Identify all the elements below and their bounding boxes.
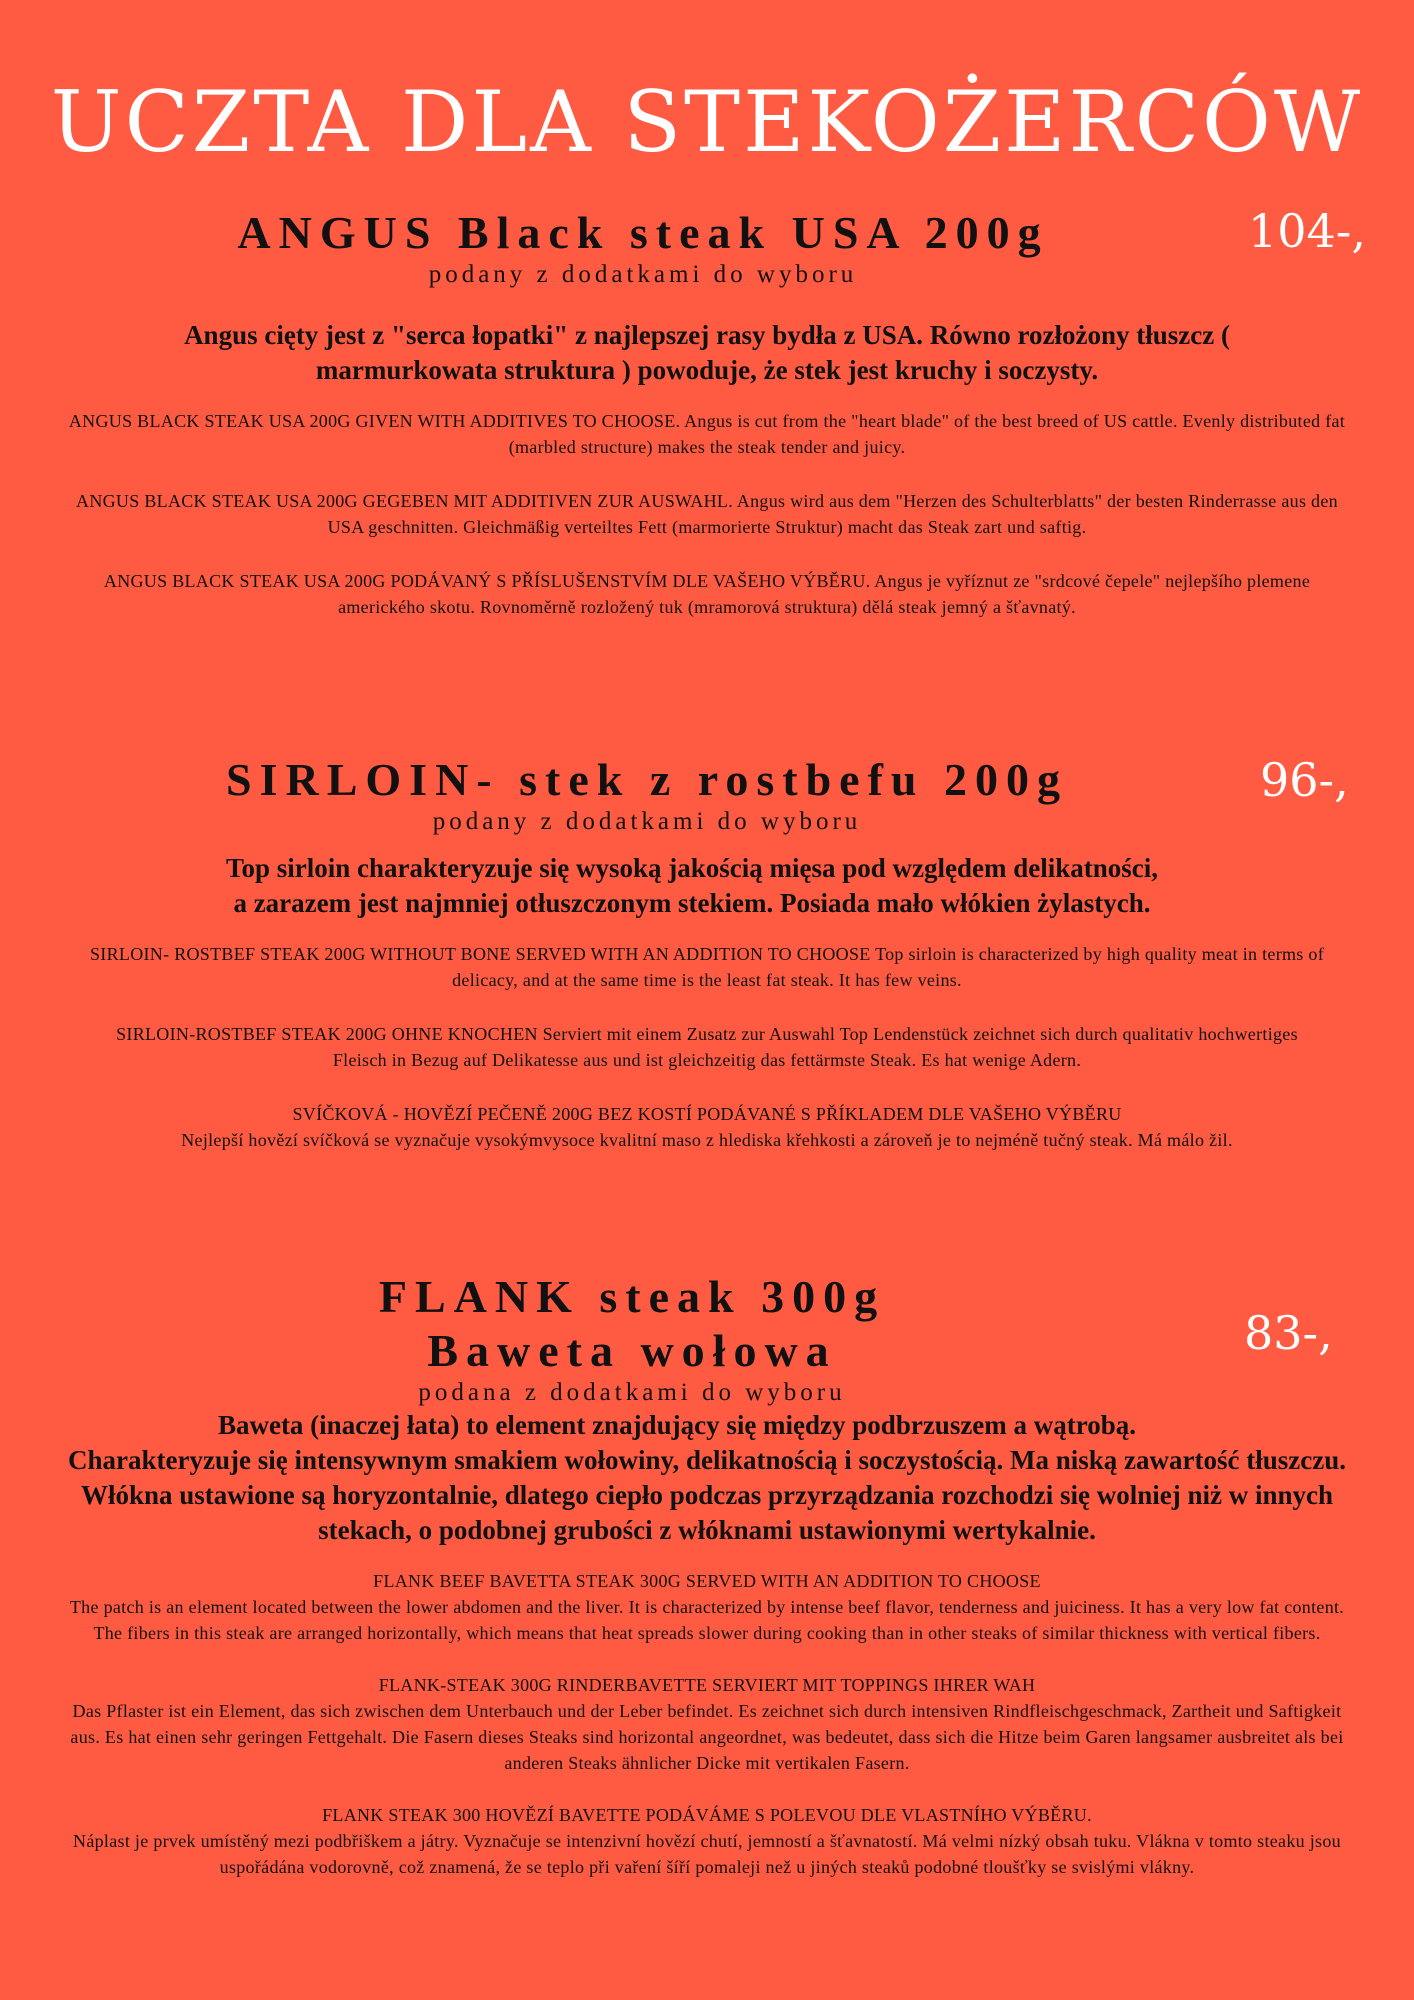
dish-description-pl-line2: Charakteryzuje się intensywnym smakiem wołowiny, delikatnością i soczystością. Ma niską zawartość tłuszczu. Włókna ustawione są horyzontalnie, dlatego ciepło podczas przyrządzania rozchodzi się wolniej niż w innych stekach, o podobnej grubości z włóknami ustawionymi wertykalnie. xyxy=(68,1445,1346,1545)
page-title: UCZTA DLA STEKOŻERCÓW xyxy=(50,73,1364,171)
dish-subtitle: podana z dodatkami do wyboru xyxy=(418,1379,846,1406)
translation-de: SIRLOIN-ROSTBEF STEAK 200G OHNE KNOCHEN Serviert mit einem Zusatz zur Auswahl Top Lendenstück zeichnet sich durch qualitativ hochwertiges Fleisch in Bezug auf Delikatesse aus und ist gleichzeitig das fettärmste Steak. Es hat wenige Adern. xyxy=(116,1024,1298,1070)
translation-cz xyxy=(0,1101,1414,1153)
dish-price: 96-, xyxy=(1260,753,1349,807)
translation-en-body: The patch is an element located between the lower abdomen and the liver. It is characterized by intense beef flavor, tenderness and juiciness. It has a very low fat content. The fibers in this steak are arranged horizontally, which means that heat spreads slower during cooking than in other steaks of similar thickness with vertical fibers. xyxy=(69,1597,1345,1643)
menu-item-sirloin xyxy=(0,753,1414,1153)
dish-subtitle: podany z dodatkami do wyboru xyxy=(428,261,858,288)
dish-title: ANGUS Black steak USA 200g xyxy=(237,207,1049,258)
translation-de-heading: FLANK-STEAK 300G RINDERBAVETTE SERVIERT MIT TOPPINGS IHRER WAH xyxy=(378,1675,1036,1695)
menu-item-angus xyxy=(0,206,1414,620)
dish-subtitle: podany z dodatkami do wyboru xyxy=(432,808,862,835)
menu-item-flank xyxy=(0,1270,1414,1880)
dish-title: SIRLOIN- stek z rostbefu 200g xyxy=(226,754,1068,805)
translation-en: SIRLOIN- ROSTBEF STEAK 200G WITHOUT BONE SERVED WITH AN ADDITION TO CHOOSE Top sirloin is characterized by high quality meat in terms of delicacy, and at the same time is the least fat steak. It has few veins. xyxy=(90,944,1324,990)
translation-cz-body: Náplast je prvek umístěný mezi podbřiškem a játry. Vyznačuje se intenzivní hovězí chutí, jemností a šťavnatostí. Má velmi nízký obsah tuku. Vlákna v tomto steaku jsou uspořádána vodorovně, což znamená, že se teplo při vaření šíří pomaleji než u jiných steaků podobné tloušťky se svislými vlákny. xyxy=(73,1831,1341,1877)
translation-de xyxy=(0,1672,1414,1776)
translation-en xyxy=(0,1568,1414,1646)
dish-description-pl-line2: a zarazem jest najmniej otłuszczonym stekiem. Posiada mało włókien żylastych. xyxy=(233,888,1151,918)
translation-cz xyxy=(0,1802,1414,1880)
dish-price: 83-, xyxy=(1244,1306,1333,1360)
dish-price: 104-, xyxy=(1248,204,1366,258)
translation-en-heading: FLANK BEEF BAVETTA STEAK 300G SERVED WITH AN ADDITION TO CHOOSE xyxy=(373,1571,1041,1591)
translation-cz-heading: FLANK STEAK 300 HOVĚZÍ BAVETTE PODÁVÁME S POLEVOU DLE VLASTNÍHO VÝBĚRU. xyxy=(322,1805,1092,1825)
dish-description-pl: Angus cięty jest z "serca łopatki" z najlepszej rasy bydła z USA. Równo rozłożony tłuszcz ( marmurkowata struktura ) powoduje, że stek jest kruchy i soczysty. xyxy=(184,320,1230,385)
translation-cz-body: Nejlepší hovězí svíčková se vyznačuje vysokýmvysoce kvalitní maso z hlediska křehkosti a zároveň je to nejméně tučný steak. Má málo žil. xyxy=(181,1130,1233,1150)
dish-description-pl-line1: Top sirloin charakteryzuje się wysoką jakością mięsa pod względem delikatności, xyxy=(225,853,1158,883)
translation-de-body: Das Pflaster ist ein Element, das sich zwischen dem Unterbauch und der Leber befindet. Es zeichnet sich durch intensiven Rindfleischgeschmack, Zartheit und Saftigkeit aus. Es hat einen sehr geringen Fettgehalt. Die Fasern dieses Steaks sind horizontal angeordnet, was bedeutet, dass sich die Hitze beim Garen langsamer ausbreitet als bei anderen Steaks ähnlicher Dicke mit vertikalen Fasern. xyxy=(70,1701,1344,1773)
translation-en: ANGUS BLACK STEAK USA 200G GIVEN WITH ADDITIVES TO CHOOSE. Angus is cut from the "heart blade" of the best breed of US cattle. Evenly distributed fat (marbled structure) makes the steak tender and juicy. xyxy=(68,411,1346,457)
translation-cz: ANGUS BLACK STEAK USA 200G PODÁVANÝ S PŘÍSLUŠENSTVÍM DLE VAŠEHO VÝBĚRU. Angus je vyříznut ze "srdcové čepele" nejlepšího plemene amerického skotu. Rovnoměrně rozložený tuk (mramorová struktura) dělá steak jemný a šťavnatý. xyxy=(103,571,1311,617)
dish-title-line2: Baweta wołowa xyxy=(427,1325,837,1376)
translation-de: ANGUS BLACK STEAK USA 200G GEGEBEN MIT ADDITIVEN ZUR AUSWAHL. Angus wird aus dem "Herzen des Schulterblatts" der besten Rinderrasse aus den USA geschnitten. Gleichmäßig verteiltes Fett (marmorierte Struktur) macht das Steak zart und saftig. xyxy=(76,491,1338,537)
dish-description-pl-line1: Baweta (inaczej łata) to element znajdujący się między podbrzuszem a wątrobą. xyxy=(217,1410,1137,1440)
dish-title-line1: FLANK steak 300g xyxy=(378,1271,886,1322)
translation-cz-heading: SVÍČKOVÁ - HOVĚZÍ PEČENĚ 200G BEZ KOSTÍ PODÁVANÉ S PŘÍKLADEM DLE VAŠEHO VÝBĚRU xyxy=(292,1104,1122,1124)
